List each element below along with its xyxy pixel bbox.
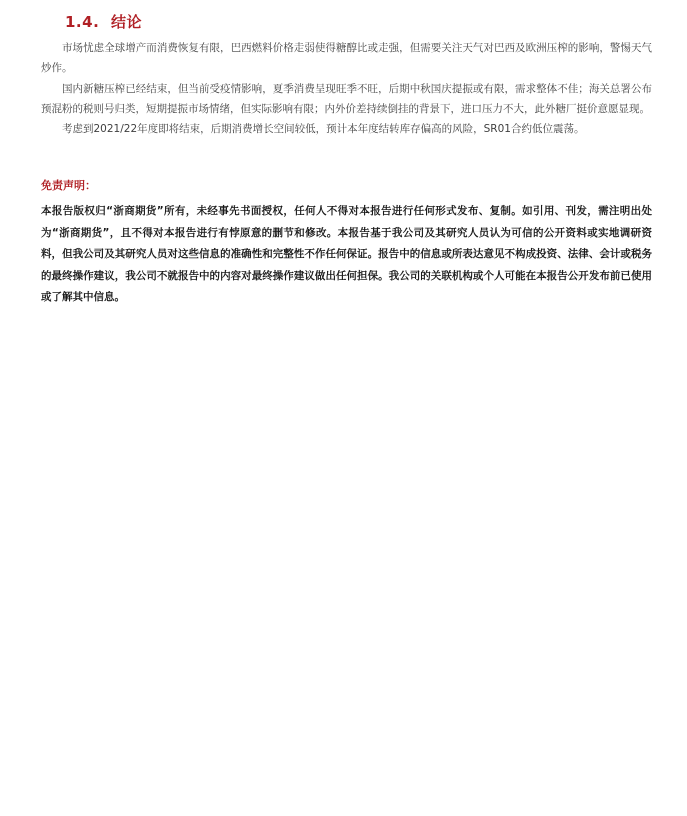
section-heading bbox=[65, 11, 142, 32]
disclaimer-title: 免责声明： bbox=[41, 179, 96, 192]
section-number: 1.4. bbox=[65, 13, 100, 31]
conclusion-paragraph-2: 国内新糖压榨已经结束，但当前受疫情影响，夏季消费呈现旺季不旺，后期中秋国庆提振或有限，需求整体不佳；海关总署公布预混粉的税则号归类，短期提振市场情绪，但实际影响有限；内外价差持续倒挂的背景下，进口压力不大，此外糖厂挺价意愿显现。 bbox=[41, 82, 652, 115]
conclusion-paragraph-1: 市场忧虑全球增产而消费恢复有限，巴西燃料价格走弱使得糖醇比或走强，但需要关注天气对巴西及欧洲压榨的影响，警惕天气炒作。 bbox=[41, 42, 652, 75]
conclusion-body bbox=[41, 38, 652, 139]
section-title: 结论 bbox=[111, 13, 143, 31]
conclusion-paragraph-3: 考虑到2021/22年度即将结束，后期消费增长空间较低，预计本年度结转库存偏高的风险，SR01合约低位震荡。 bbox=[62, 123, 585, 136]
disclaimer-text: 本报告版权归“浙商期货”所有，未经事先书面授权，任何人不得对本报告进行任何形式发布、复制。如引用、刊发，需注明出处为“浙商期货”，且不得对本报告进行有悖原意的删节和修改。本报告基于我公司及其研究人员认为可信的公开资料或实地调研资料，但我公司及其研究人员对这些信息的准确性和完整性不作任何保证。报告中的信息或所表达意见不构成投资、法律、会计或税务的最终操作建议，我公司不就报告中的内容对最终操作建议做出任何担保。我公司的关联机构或个人可能在本报告公开发布前已使用或了解其中信息。 bbox=[41, 205, 652, 303]
